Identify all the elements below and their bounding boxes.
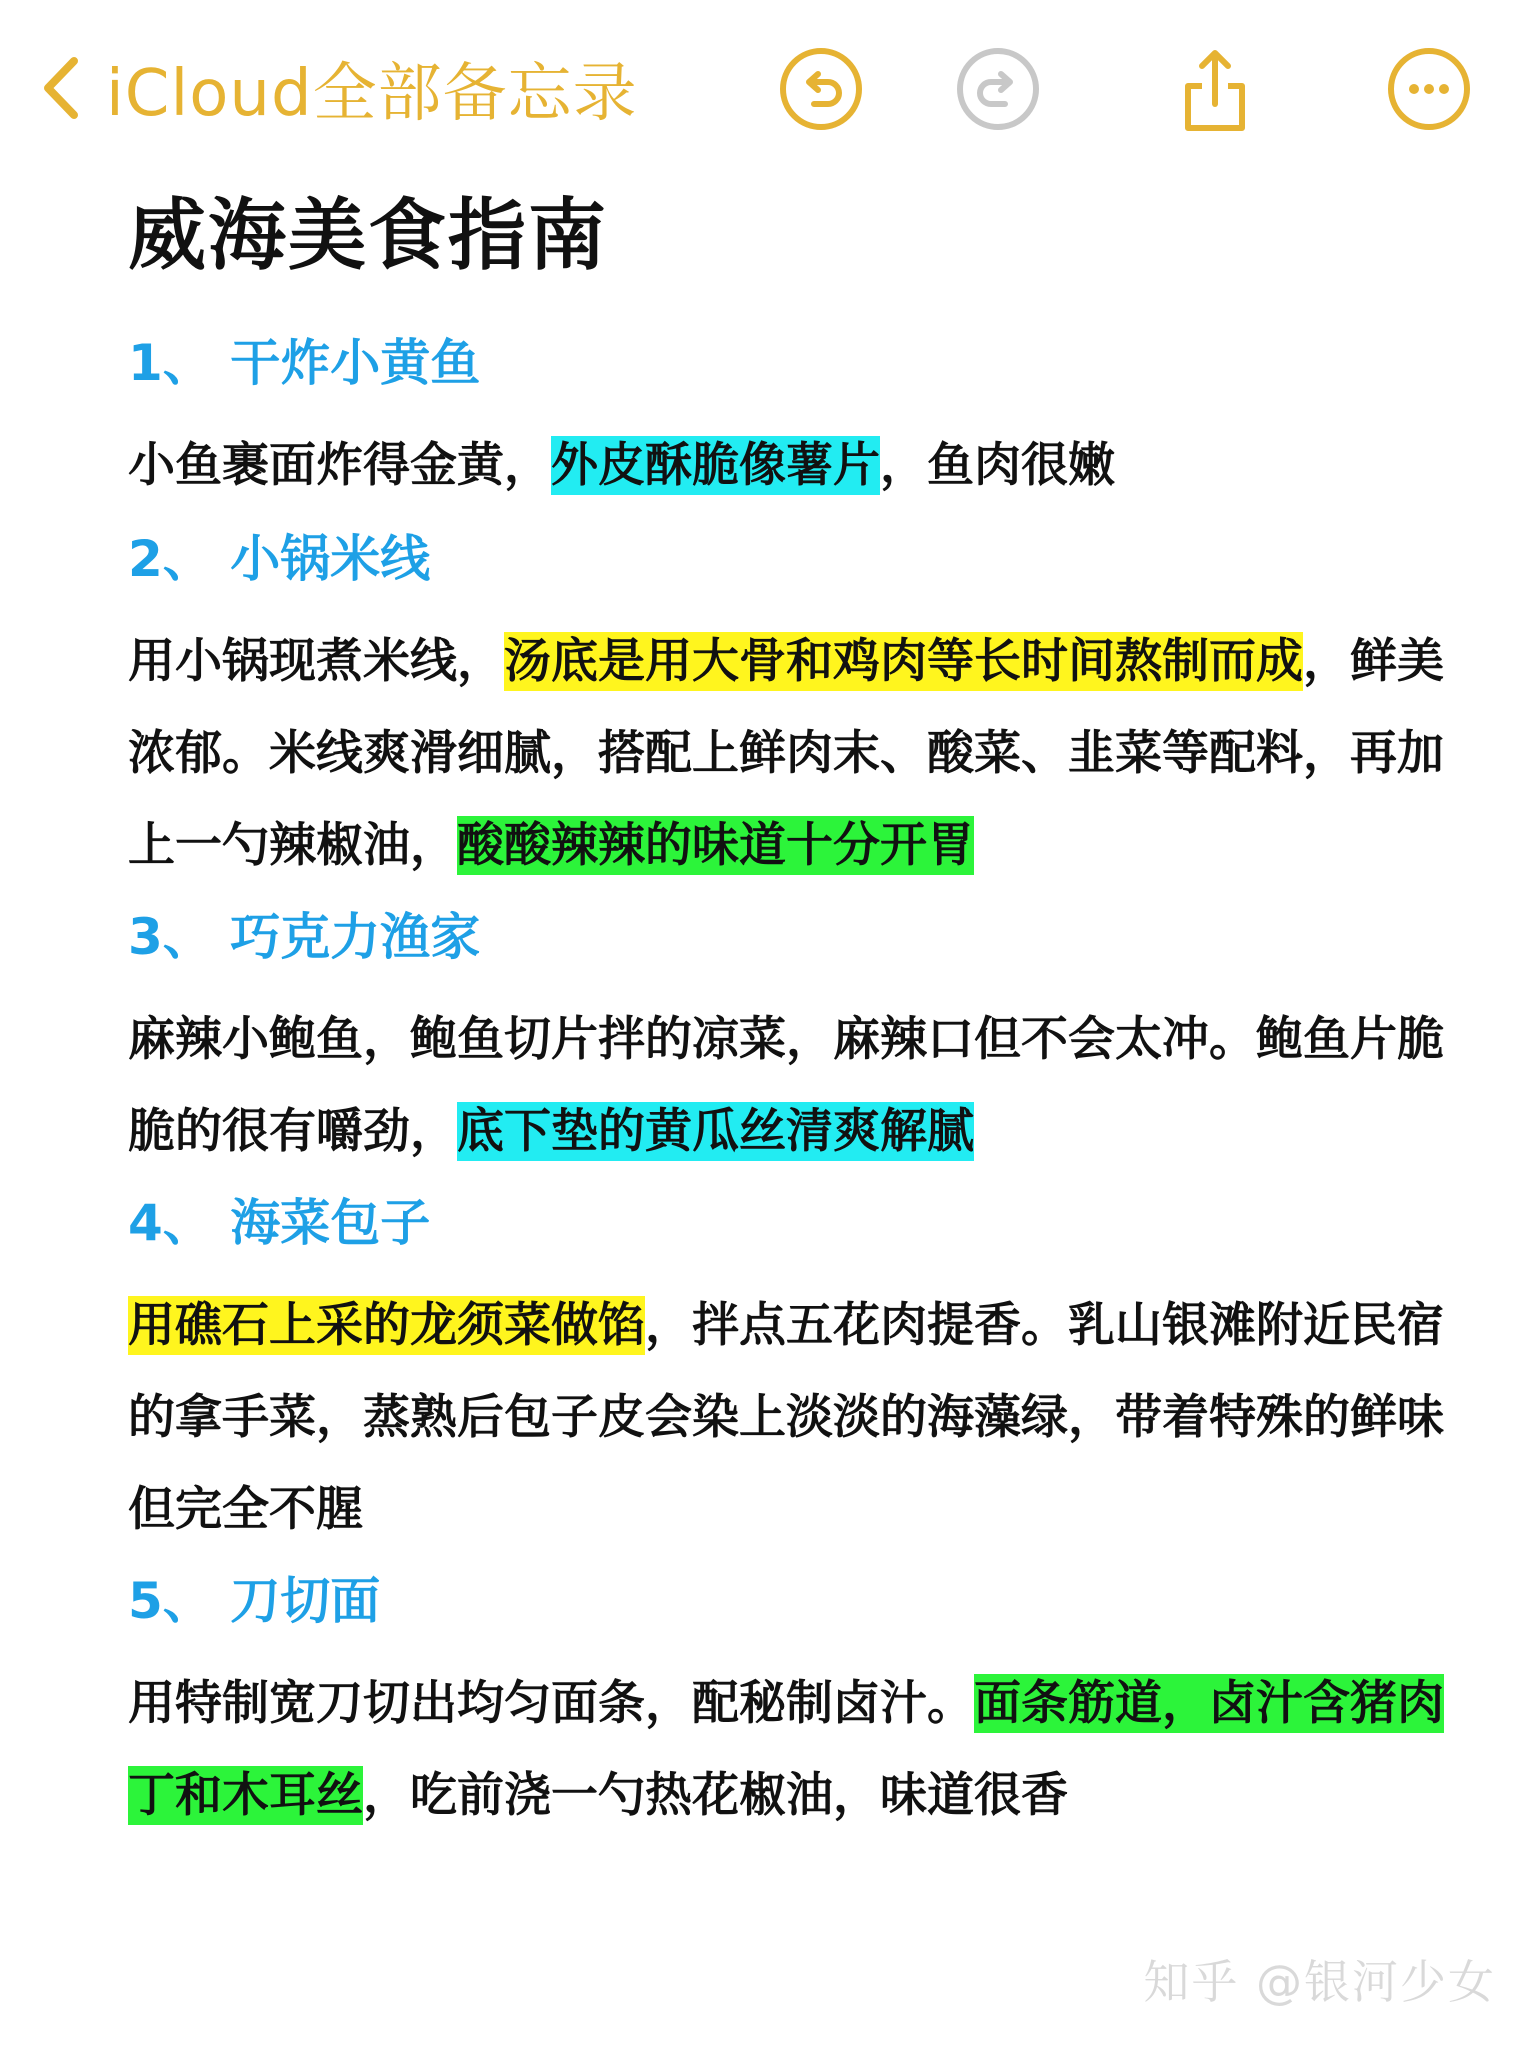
body-text: 小鱼裹面炸得金黄，	[128, 438, 551, 493]
note-content[interactable]	[128, 186, 1448, 1852]
section-heading: 3、 巧克力渔家	[128, 908, 481, 966]
chevron-left-icon	[40, 55, 80, 121]
body-text: 麻辣小鲍鱼，鲍鱼切片拌的凉菜，麻辣口但不会太冲。鲍鱼片脆脆的很有嚼劲，	[128, 1012, 1444, 1159]
highlighted-text: 底下垫的黄瓜丝清爽解腻	[457, 1104, 974, 1159]
body-text: ，鱼肉很嫩	[880, 438, 1115, 493]
more-button[interactable]	[1386, 46, 1472, 132]
section-body	[128, 1658, 1448, 1842]
back-button[interactable]	[40, 40, 638, 135]
section-heading: 2、 小锅米线	[128, 530, 431, 588]
more-icon	[1386, 46, 1472, 132]
highlighted-text: 酸酸辣辣的味道十分开胃	[457, 818, 974, 873]
highlighted-text: 外皮酥脆像薯片	[551, 438, 880, 493]
share-button[interactable]	[1172, 46, 1258, 132]
note-section	[128, 902, 1448, 1178]
section-body	[128, 420, 1448, 512]
body-text: 用小锅现煮米线，	[128, 634, 504, 689]
body-text: 用特制宽刀切出均匀面条，配秘制卤汁。	[128, 1676, 974, 1731]
note-section	[128, 1566, 1448, 1842]
section-heading: 1、 干炸小黄鱼	[128, 334, 481, 392]
note-title: 威海美食指南	[128, 191, 609, 281]
highlighted-text: 用礁石上采的龙须菜做馅	[128, 1298, 645, 1353]
section-body	[128, 1280, 1448, 1556]
section-heading: 4、 海菜包子	[128, 1194, 431, 1252]
redo-icon	[955, 46, 1041, 132]
body-text: ，拌点五花肉提香。乳山银滩附近民宿的拿手菜，蒸熟后包子皮会染上淡淡的海藻绿，带着特殊的鲜味但完全不腥	[128, 1298, 1444, 1537]
navigation-bar	[0, 0, 1536, 170]
highlighted-text: 汤底是用大骨和鸡肉等长时间熬制而成	[504, 634, 1303, 689]
highlighted-text: 面条筋道，卤汁含猪肉丁和木耳丝	[128, 1676, 1444, 1823]
section-heading: 5、 刀切面	[128, 1572, 381, 1630]
share-icon	[1172, 46, 1258, 132]
back-button-label: iCloud全部备忘录	[106, 56, 638, 131]
body-text: ，鲜美浓郁。米线爽滑细腻，搭配上鲜肉末、酸菜、韭菜等配料，再加上一勺辣椒油，	[128, 634, 1444, 873]
section-body	[128, 616, 1448, 892]
note-section	[128, 524, 1448, 892]
note-section	[128, 328, 1448, 512]
note-section	[128, 1188, 1448, 1556]
redo-button[interactable]	[955, 46, 1041, 132]
section-body	[128, 994, 1448, 1178]
undo-icon	[778, 46, 864, 132]
undo-button[interactable]	[778, 46, 864, 132]
watermark: 知乎 @银河少女	[1143, 1955, 1496, 2009]
body-text: ，吃前浇一勺热花椒油，味道很香	[363, 1768, 1068, 1823]
